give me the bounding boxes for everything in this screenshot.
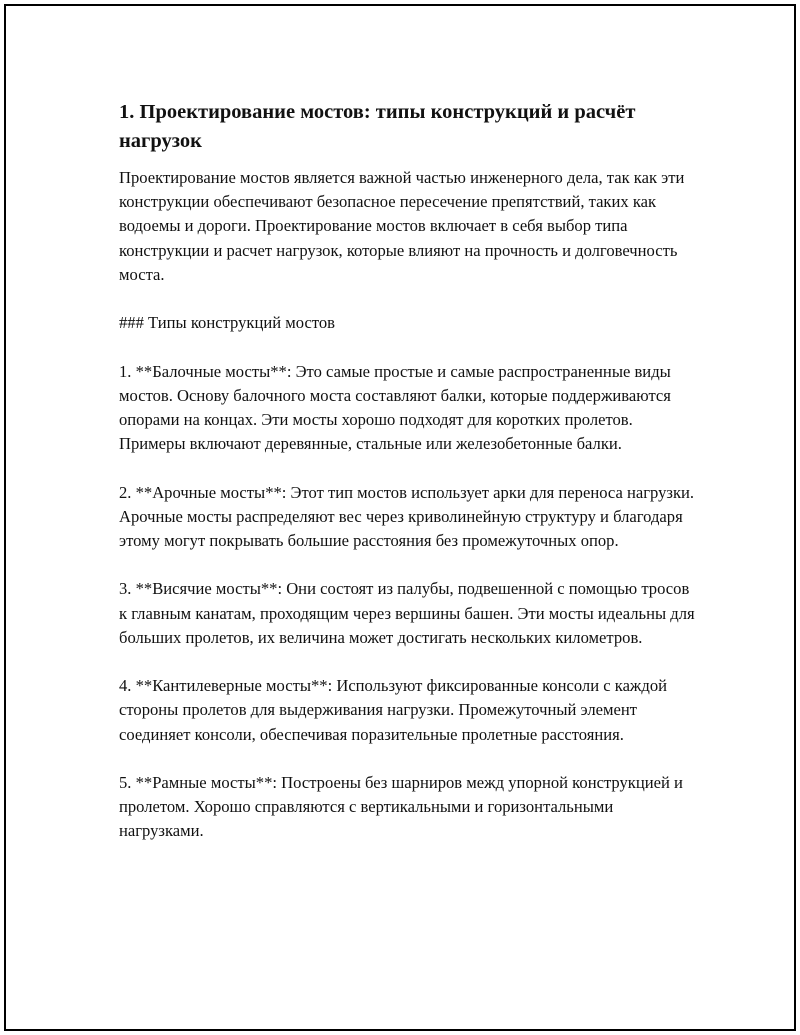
list-item-beam-bridges: 1. **Балочные мосты**: Это самые простые и самые распространенные виды мостов. Основу балочного моста составляют балки, которые поддерживаются опорами на концах. Эти мосты хорошо подходят для коротких пролетов. Примеры включают деревянные, стальные или железобетонные балки. [119, 361, 671, 454]
document-body [119, 98, 699, 868]
document-title: 1. Проектирование мостов: типы конструкций и расчёт нагрузок [119, 101, 636, 152]
intro-paragraph: Проектирование мостов является важной частью инженерного дела, так как эти конструкции обеспечивают безопасное пересечение препятствий, таких как водоемы и дороги. Проектирование мостов включает в себя выбор типа конструкции и расчет нагрузок, которые влияют на прочность и долговечность моста. [119, 168, 685, 284]
list-item-frame-bridges: 5. **Рамные мосты**: Построены без шарниров межд упорной конструкцией и пролетом. Хорошо справляются с вертикальными и горизонтальными нагрузками. [119, 772, 683, 841]
page-frame [4, 4, 796, 1031]
list-item-cantilever-bridges: 4. **Кантилеверные мосты**: Используют фиксированные консоли с каждой стороны пролетов для выдерживания нагрузки. Промежуточный элемент соединяет консоли, обеспечивая поразительные пролетные расстояния. [119, 676, 668, 744]
list-item-arch-bridges: 2. **Арочные мосты**: Этот тип мостов использует арки для переноса нагрузки. Арочные мосты распределяют вес через криволинейную структуру и благодаря этому могут покрывать большие расстояния без промежуточных опор. [119, 482, 695, 550]
list-item-suspension-bridges: 3. **Висячие мосты**: Они состоят из палубы, подвешенной с помощью тросов к главным канатам, проходящим через вершины башен. Эти мосты идеальны для больших пролетов, их величина может достигать нескольких километров. [119, 579, 695, 647]
section-heading: ### Типы конструкций мостов [119, 313, 336, 333]
